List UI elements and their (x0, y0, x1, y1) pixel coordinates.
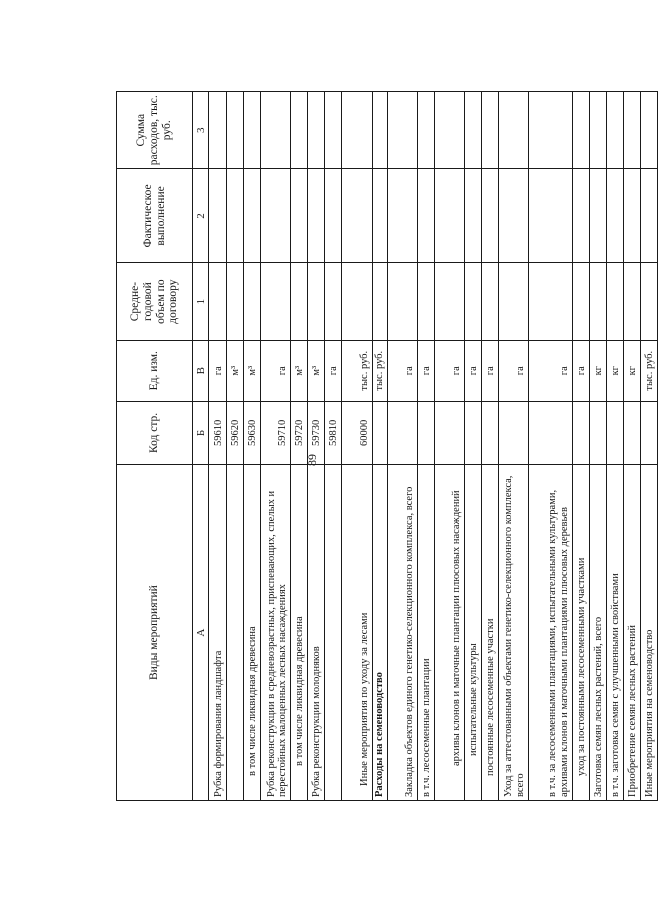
row-code-cell: 59710 (261, 401, 291, 465)
page-number: 89 (305, 454, 319, 466)
table-row (325, 92, 342, 801)
activity-name-cell: в т.ч. за лесосеменными плантациями, испытательными культурами, архивами клонов и маточными плантациями плюсовых деревьев (528, 465, 572, 801)
sum-cell (291, 92, 308, 169)
sum-cell (417, 92, 434, 169)
actual-cell (481, 169, 498, 263)
sum-cell (640, 92, 657, 169)
actual-cell (572, 169, 589, 263)
sum-cell (261, 92, 291, 169)
table-row (291, 92, 308, 801)
actual-cell (291, 169, 308, 263)
volume-cell (325, 263, 342, 340)
table-row (387, 92, 417, 801)
sum-cell (342, 92, 373, 169)
row-code-cell (606, 401, 623, 465)
volume-cell (244, 263, 261, 340)
row-code-cell: 59630 (244, 401, 261, 465)
activity-name-cell: в т.ч. лесосеменные плантации (417, 465, 434, 801)
activity-name-cell: Приобретение семян лесных растений (623, 465, 640, 801)
volume-cell (387, 263, 417, 340)
actual-cell (325, 169, 342, 263)
table-row (373, 92, 388, 801)
table-row (589, 92, 606, 801)
sum-cell (434, 92, 464, 169)
actual-cell (387, 169, 417, 263)
table-body (209, 92, 658, 801)
sum-cell (464, 92, 481, 169)
actual-cell (261, 169, 291, 263)
row-code-cell (498, 401, 528, 465)
volume-cell (606, 263, 623, 340)
sum-cell (308, 92, 325, 169)
row-code-cell: 59810 (325, 401, 342, 465)
unit-cell: га (417, 340, 434, 401)
index-cell: А (193, 465, 209, 801)
activity-name-cell: Иные мероприятия на семеноводство (640, 465, 657, 801)
activity-name-cell: в т.ч. заготовка семян с улучшенными свойствами (606, 465, 623, 801)
index-row (193, 92, 209, 801)
activity-name-cell (227, 465, 244, 801)
sum-cell (589, 92, 606, 169)
row-code-cell (387, 401, 417, 465)
sum-cell (606, 92, 623, 169)
volume-cell (342, 263, 373, 340)
table-row (209, 92, 227, 801)
actual-cell (589, 169, 606, 263)
index-cell: В (193, 340, 209, 401)
volume-cell (308, 263, 325, 340)
row-code-cell (528, 401, 572, 465)
sum-cell (498, 92, 528, 169)
header-row (117, 92, 193, 801)
activity-name-cell: архивы клонов и маточные плантации плюсовых насаждений (434, 465, 464, 801)
activity-name-cell: Расходы на семеноводство (373, 465, 388, 801)
actual-cell (308, 169, 325, 263)
table-row (227, 92, 244, 801)
header-name: Виды мероприятий (117, 465, 193, 801)
unit-cell: м³ (227, 340, 244, 401)
sum-cell (481, 92, 498, 169)
unit-cell: га (209, 340, 227, 401)
table-row (244, 92, 261, 801)
table-row (528, 92, 572, 801)
actual-cell (244, 169, 261, 263)
unit-cell: м³ (291, 340, 308, 401)
sum-cell (373, 92, 388, 169)
unit-cell: тыс. руб. (342, 340, 373, 401)
table-row (606, 92, 623, 801)
row-code-cell: 60000 (342, 401, 373, 465)
row-code-cell: 59720 (291, 401, 308, 465)
unit-cell: кг (606, 340, 623, 401)
actual-cell (417, 169, 434, 263)
volume-cell (464, 263, 481, 340)
index-cell: 1 (193, 263, 209, 340)
sum-cell (572, 92, 589, 169)
table-row (417, 92, 434, 801)
row-code-cell (464, 401, 481, 465)
report-table-rotated (116, 91, 655, 801)
table-row (572, 92, 589, 801)
activity-name-cell: постоянные лесосеменные участки (481, 465, 498, 801)
row-code-cell (572, 401, 589, 465)
table-row (342, 92, 373, 801)
actual-cell (640, 169, 657, 263)
unit-cell: м³ (244, 340, 261, 401)
index-cell: 2 (193, 169, 209, 263)
unit-cell: кг (589, 340, 606, 401)
row-code-cell (434, 401, 464, 465)
volume-cell (434, 263, 464, 340)
table-row (623, 92, 640, 801)
unit-cell: тыс. руб. (373, 340, 388, 401)
row-code-cell (589, 401, 606, 465)
header-code: Код стр. (117, 401, 193, 465)
actual-cell (209, 169, 227, 263)
row-code-cell (640, 401, 657, 465)
index-cell: Б (193, 401, 209, 465)
volume-cell (572, 263, 589, 340)
row-code-cell: 59730 (308, 401, 325, 465)
volume-cell (209, 263, 227, 340)
row-code-cell: 59610 (209, 401, 227, 465)
volume-cell (227, 263, 244, 340)
header-sum: Сумма расходов, тыс. руб. (117, 92, 193, 169)
unit-cell: м³ (308, 340, 325, 401)
header-volume: Средне-годовой объем по договору (117, 263, 193, 340)
sum-cell (387, 92, 417, 169)
volume-cell (640, 263, 657, 340)
unit-cell: тыс. руб. (640, 340, 657, 401)
table-row (261, 92, 291, 801)
activity-name-cell: испытательные культуры (464, 465, 481, 801)
unit-cell: га (434, 340, 464, 401)
unit-cell: га (261, 340, 291, 401)
actual-cell (373, 169, 388, 263)
unit-cell: га (481, 340, 498, 401)
actual-cell (227, 169, 244, 263)
table-row (640, 92, 657, 801)
volume-cell (373, 263, 388, 340)
actual-cell (498, 169, 528, 263)
sum-cell (209, 92, 227, 169)
sum-cell (528, 92, 572, 169)
activity-name-cell: Рубка формирования ландшафта (209, 465, 227, 801)
volume-cell (291, 263, 308, 340)
actual-cell (623, 169, 640, 263)
row-code-cell (417, 401, 434, 465)
header-unit: Ед. изм. (117, 340, 193, 401)
activity-name-cell: Уход за аттестованными объектами генетико-селекционного комплекса, всего (498, 465, 528, 801)
activity-name-cell: уход за постоянными лесосеменными участками (572, 465, 589, 801)
unit-cell: га (528, 340, 572, 401)
sum-cell (623, 92, 640, 169)
unit-cell: га (325, 340, 342, 401)
volume-cell (481, 263, 498, 340)
volume-cell (528, 263, 572, 340)
volume-cell (261, 263, 291, 340)
row-code-cell (373, 401, 388, 465)
row-code-cell: 59620 (227, 401, 244, 465)
index-cell: 3 (193, 92, 209, 169)
header-actual: Фактическое выполнение (117, 169, 193, 263)
row-code-cell (623, 401, 640, 465)
unit-cell: кг (623, 340, 640, 401)
table-row (434, 92, 464, 801)
activity-name-cell (325, 465, 342, 801)
sum-cell (244, 92, 261, 169)
table-row (464, 92, 481, 801)
volume-cell (589, 263, 606, 340)
volume-cell (623, 263, 640, 340)
activity-name-cell: Рубка реконструкции молодняков (308, 465, 325, 801)
activity-name-cell: Закладка объектов единого генетико-селекционного комплекса, всего (387, 465, 417, 801)
unit-cell: га (464, 340, 481, 401)
activity-name-cell: Рубка реконструкции в средневозрастных, приспевающих, спелых и перестойных малоценных лесных насаждениях (261, 465, 291, 801)
volume-cell (417, 263, 434, 340)
unit-cell: га (387, 340, 417, 401)
activity-name-cell: в том числе ликвидная древесина (244, 465, 261, 801)
sum-cell (325, 92, 342, 169)
table-row (308, 92, 325, 801)
sum-cell (227, 92, 244, 169)
row-code-cell (481, 401, 498, 465)
actual-cell (528, 169, 572, 263)
activity-name-cell: Заготовка семян лесных растений, всего (589, 465, 606, 801)
table-row (481, 92, 498, 801)
unit-cell: га (572, 340, 589, 401)
table-row (498, 92, 528, 801)
activity-name-cell: Иные мероприятия по уходу за лесами (342, 465, 373, 801)
actual-cell (434, 169, 464, 263)
volume-cell (498, 263, 528, 340)
actual-cell (606, 169, 623, 263)
actual-cell (464, 169, 481, 263)
actual-cell (342, 169, 373, 263)
activity-name-cell: в том числе ликвидная древесина (291, 465, 308, 801)
unit-cell: га (498, 340, 528, 401)
report-table (116, 91, 658, 801)
